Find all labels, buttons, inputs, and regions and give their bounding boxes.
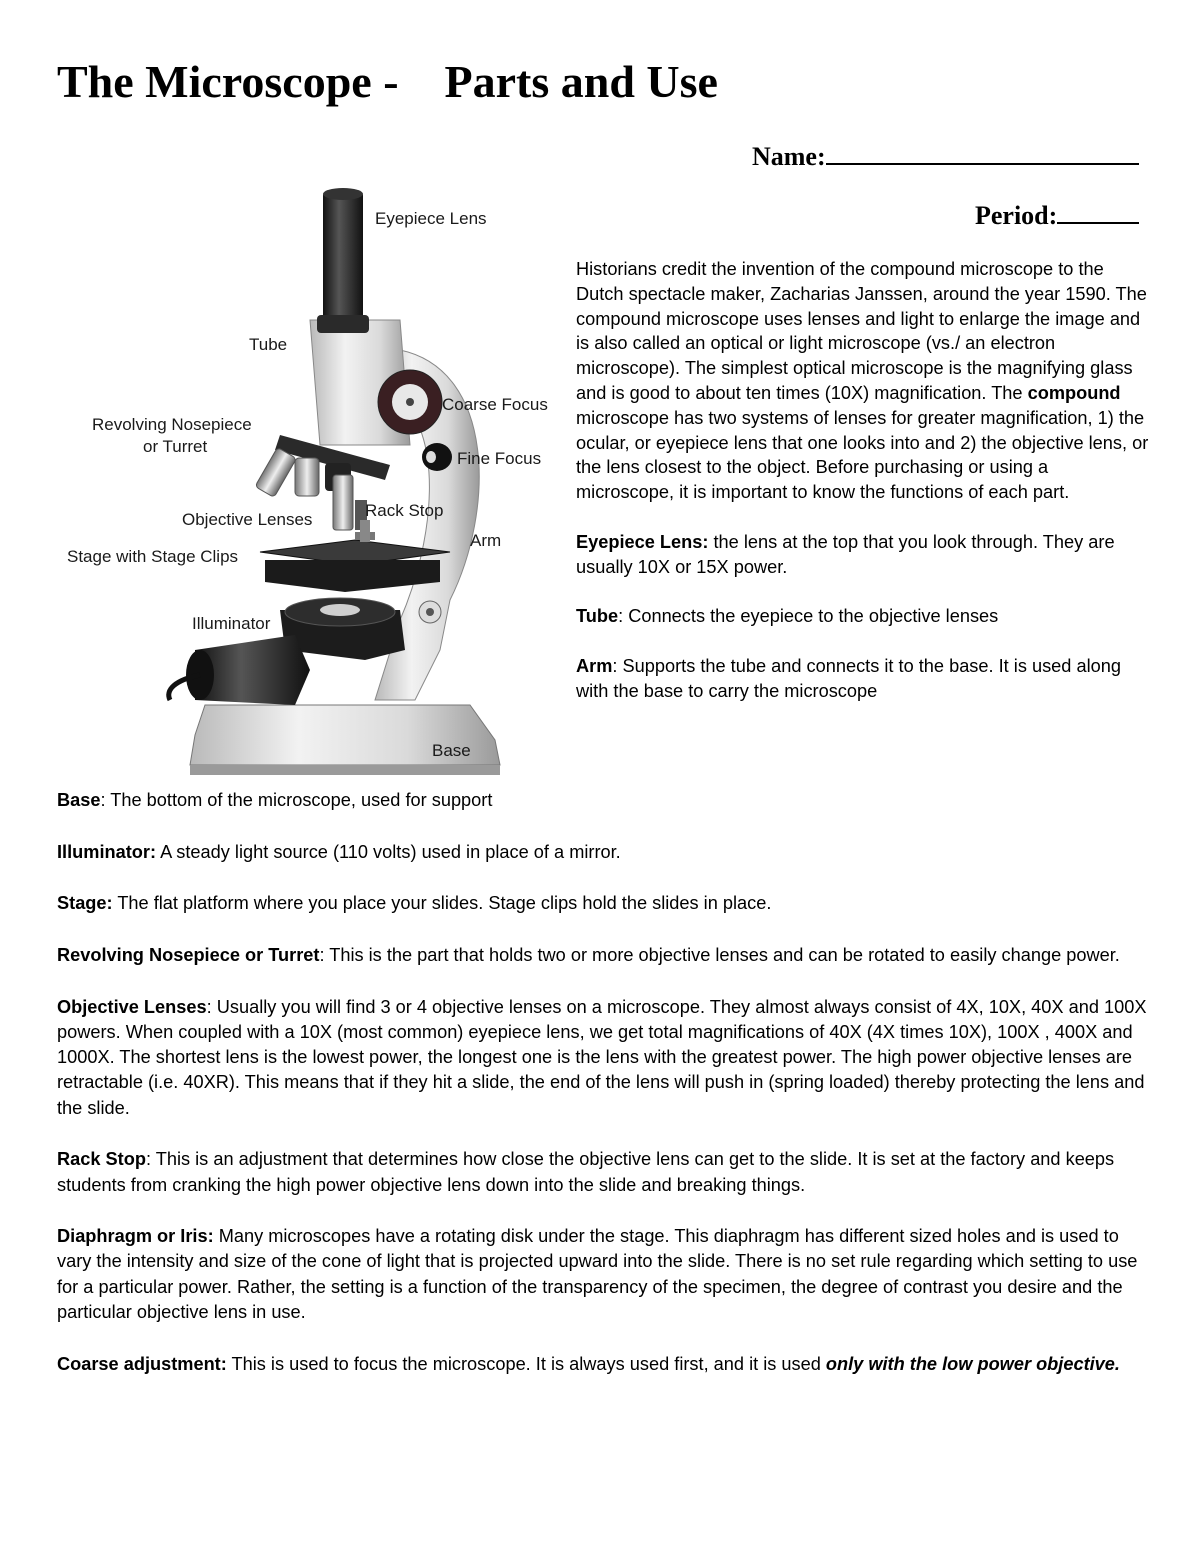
label-rack-stop: Rack Stop [365, 501, 444, 520]
intro-text-column [576, 257, 1151, 728]
diaphragm-definition: Diaphragm or Iris: Many microscopes have a rotating disk under the stage. This diaphragm has different sized holes and is used to vary the intensity and size of the cone of light that is projected upward into the slide. There is no set rule regarding which setting to use for a particular power. Rather, the setting is a function of the transparency of the specimen, the degree of contrast you desire and the particular objective lens in use. [57, 1226, 1138, 1322]
label-base: Base [432, 741, 471, 760]
period-field [975, 201, 1139, 231]
label-illuminator: Illuminator [192, 614, 271, 633]
arm-definition: Arm: Supports the tube and connects it to the base. It is used along with the base to carry the microscope [576, 655, 1121, 701]
name-label: Name: [752, 142, 826, 171]
name-blank-line[interactable] [826, 143, 1139, 165]
period-blank-line[interactable] [1057, 202, 1139, 224]
intro-paragraph: Historians credit the invention of the compound microscope to the Dutch spectacle maker, Zacharias Janssen, around the year 1590. The compound microscope uses lenses and light to enlarge the image and is also called an optical or light microscope (vs./ an electron microscope). The simplest optical microscope is the magnifying glass and is good to about ten times (10X) magnification. The compound microscope has two systems of lenses for greater magnification, 1) the ocular, or eyepiece lens that one looks into and 2) the objective lens, or the lens closest to the object. Before purchasing or using a microscope, it is important to know the functions of each part. [576, 259, 1149, 503]
label-tube: Tube [249, 335, 288, 354]
base-definition: Base: The bottom of the microscope, used for support [57, 790, 493, 810]
label-revolving-nosepiece: Revolving Nosepiece [92, 415, 252, 434]
eyepiece-definition: Eyepiece Lens: the lens at the top that you look through. They are usually 10X or 15X power. [576, 531, 1115, 577]
coarse-emphasis: only with the low power objective. [825, 1353, 1120, 1374]
rack-stop-definition: Rack Stop: This is an adjustment that determines how close the objective lens can get to the slide. It is set at the factory and keeps students from cranking the high power objective lens down into the slide and breaking things. [57, 1149, 1115, 1195]
label-objective-lenses: Objective Lenses [182, 510, 313, 529]
definitions-section [57, 788, 1152, 1403]
tube-definition: Tube: Connects the eyepiece to the objective lenses [576, 606, 999, 627]
page-title: The Microscope - Parts and Use [57, 56, 718, 107]
label-arm: Arm [470, 531, 502, 550]
stage-definition: Stage: The flat platform where you place your slides. Stage clips hold the slides in place. [57, 893, 772, 914]
objective-definition: Objective Lenses: Usually you will find 3 or 4 objective lenses on a microscope. They almost always consist of 4X, 10X, 40X and 100X powers. When coupled with a 10X (most common) eyepiece lens, we get total magnifications of 40X (4X times 10X), 100X , 400X and 1000X. The shortest lens is the lowest power, the longest one is the lens with the greatest power. The high power objective lenses are retractable (i.e. 40XR). This means that if they hit a slide, the end of the lens will push in (spring loaded) thereby protecting the lens and the slide. [57, 996, 1147, 1118]
coarse-adjustment-definition: Coarse adjustment: This is used to focus the microscope. It is always used first, and it is used only with the low power objective. [57, 1353, 1120, 1374]
label-fine-focus: Fine Focus [457, 449, 542, 468]
microscope-drawing [169, 188, 500, 775]
label-coarse-focus: Coarse Focus [442, 395, 548, 414]
microscope-diagram [55, 180, 565, 780]
illuminator-definition: Illuminator: A steady light source (110 volts) used in place of a mirror. [57, 841, 621, 862]
label-stage-with-clips: Stage with Stage Clips [67, 547, 239, 566]
period-label: Period: [975, 201, 1058, 230]
compound-term: compound [1027, 382, 1121, 403]
name-field [752, 142, 1139, 172]
label-or-turret: or Turret [143, 437, 208, 456]
nosepiece-definition: Revolving Nosepiece or Turret: This is the part that holds two or more objective lenses and can be rotated to easily change power. [57, 945, 1120, 966]
label-eyepiece-lens: Eyepiece Lens [375, 209, 487, 228]
